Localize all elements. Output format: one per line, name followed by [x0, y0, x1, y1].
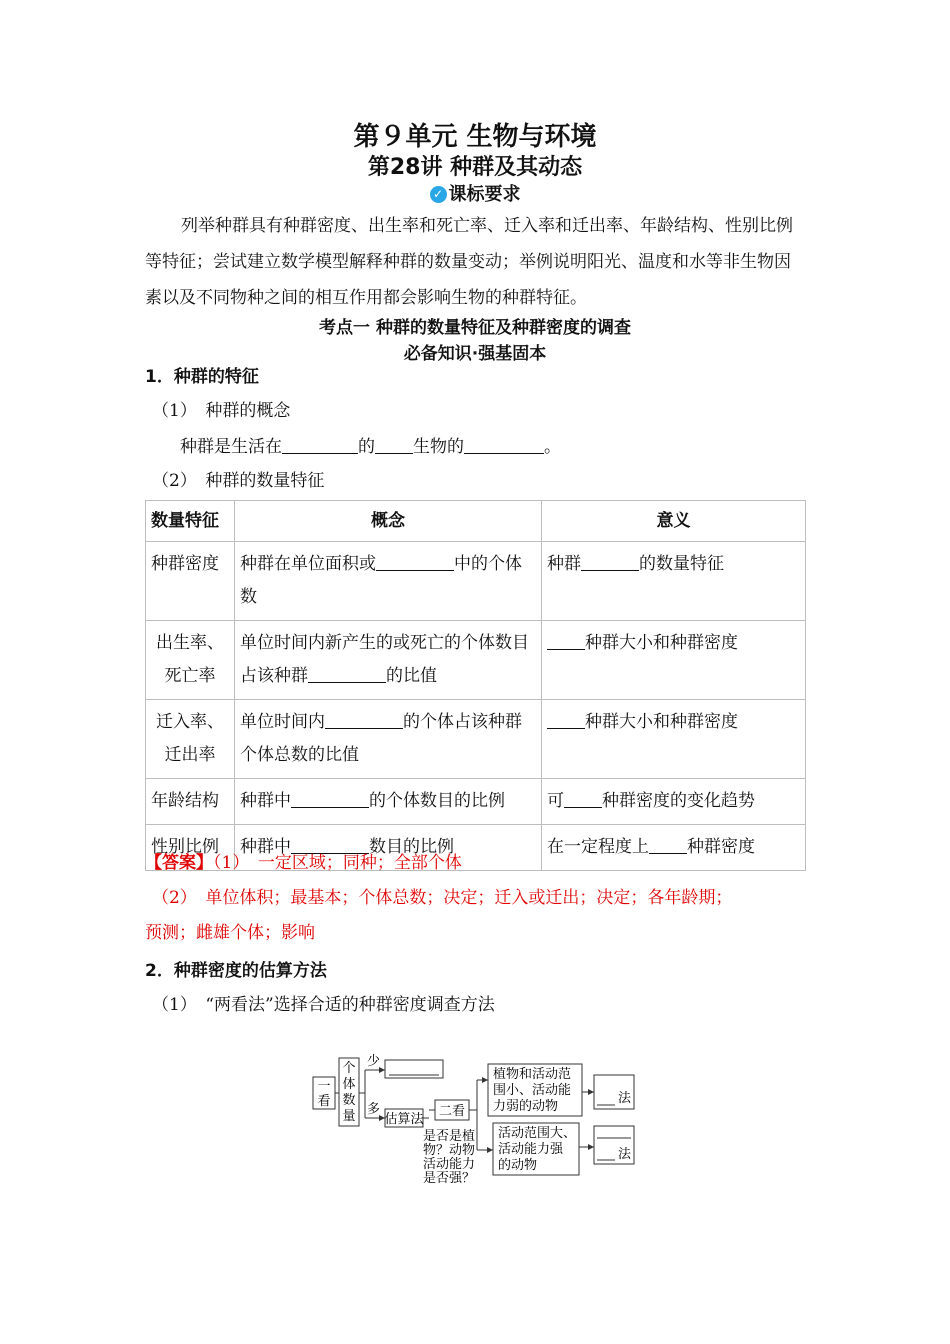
cell-feature: 出生率、死亡率: [146, 621, 235, 700]
count-char-3: 数: [342, 1093, 356, 1108]
cell-feature: 年龄结构: [146, 779, 235, 825]
cell-text: 种群密度的变化趋势: [602, 791, 755, 811]
cell-text: 种群在单位面积或: [240, 554, 376, 574]
q1-text-4: 。: [544, 437, 561, 457]
cell-concept: [235, 700, 542, 779]
first-look-1: 一: [317, 1079, 331, 1094]
cell-text: 单位时间内新产生的或死亡的个体数目占该种群: [240, 633, 529, 686]
cell-text: 种群中: [240, 837, 291, 857]
answer-label: 【答案】: [145, 853, 213, 873]
table-row: [146, 621, 806, 700]
part2-heading: 2．种群密度的估算方法: [145, 961, 327, 981]
cell-text: 种群大小和种群密度: [585, 633, 738, 653]
header-meaning: 意义: [542, 501, 806, 542]
answer-line-1: [145, 846, 462, 881]
two-look-method-diagram: [305, 1050, 650, 1190]
header-concept: 概念: [235, 501, 542, 542]
cell-concept: [235, 542, 542, 621]
q1-label: （1） 种群的概念: [152, 401, 291, 421]
plant-box-line: 围小、活动能: [493, 1083, 572, 1098]
answer-line-3: 预测；雌雄个体；影响: [145, 923, 315, 943]
question-line: 活动能力: [423, 1157, 476, 1172]
second-look-label: 二看: [438, 1104, 466, 1119]
cell-text: 中的个体数: [240, 554, 522, 607]
cell-feature: 迁入率、迁出率: [146, 700, 235, 779]
first-look-2: 看: [317, 1094, 331, 1109]
requirement-label: 课标要求: [448, 184, 521, 205]
cell-text: 种群密度: [687, 837, 755, 857]
many-label: 多: [367, 1102, 381, 1117]
fill-blank[interactable]: [282, 437, 358, 454]
fill-blank[interactable]: [325, 712, 403, 729]
question-line: 物？动物: [423, 1143, 476, 1158]
question-line: 是否是植: [423, 1129, 476, 1144]
population-features-table: [145, 500, 806, 871]
check-badge-icon: ✓: [430, 186, 447, 203]
fill-blank[interactable]: [291, 791, 369, 808]
cell-feature: 种群密度: [146, 542, 235, 621]
method-suffix: 法: [618, 1147, 632, 1162]
method-suffix: 法: [618, 1091, 632, 1106]
cell-text: 的比值: [386, 666, 437, 686]
kaodian-title: 考点一 种群的数量特征及种群密度的调查: [319, 318, 631, 338]
requirement-paragraph: 列举种群具有种群密度、出生率和死亡率、迁入率和迁出率、年龄结构、性别比例等特征；尝试建立数学模型解释种群的数量变动；举例说明阳光、温度和水等非生物因素以及不同物种之间的相互作用都会影响生物的种群特征。: [145, 216, 793, 308]
cell-text: 可: [547, 791, 564, 811]
answer-text-1: （1） 一定区域；同种；全部个体: [213, 853, 462, 873]
fill-blank[interactable]: [547, 712, 585, 729]
cell-concept: [235, 779, 542, 825]
q1-sentence: [180, 432, 561, 457]
table-header-row: [146, 501, 806, 542]
cell-meaning: [542, 779, 806, 825]
count-char-2: 体: [342, 1077, 356, 1092]
table-row: [146, 779, 806, 825]
cell-text: 在一定程度上: [547, 837, 649, 857]
cell-meaning: [542, 825, 806, 871]
part1-heading: 1．种群的特征: [145, 367, 259, 387]
q1-text-2: 的: [358, 437, 375, 457]
count-char-4: 量: [342, 1109, 356, 1124]
table-row: [146, 700, 806, 779]
question-line: 是否强？: [423, 1171, 476, 1186]
unit-title: 第９单元 生物与环境: [353, 122, 597, 152]
fill-blank[interactable]: [308, 666, 386, 683]
cell-meaning: [542, 700, 806, 779]
part2-q1-label: （1） “两看法”选择合适的种群密度调查方法: [152, 995, 495, 1015]
animal-box-line: 活动能力强: [498, 1142, 564, 1157]
q1-text-3: 生物的: [413, 437, 464, 457]
cell-meaning: [542, 621, 806, 700]
plant-box-line: 植物和活动范: [493, 1067, 572, 1082]
fill-blank[interactable]: [547, 633, 585, 650]
cell-concept: [235, 621, 542, 700]
q2-label: （2） 种群的数量特征: [152, 471, 325, 491]
answer-line-2: （2） 单位体积；最基本；个体总数；决定；迁入或迁出；决定；各年龄期；: [152, 888, 733, 908]
cell-feature: 性别比例: [146, 825, 235, 871]
cell-text: 种群中: [240, 791, 291, 811]
section-subtitle: 必备知识·强基固本: [403, 344, 547, 364]
cell-text: 的数量特征: [639, 554, 724, 574]
cell-text: 的个体数目的比例: [369, 791, 505, 811]
header-feature: 数量特征: [146, 501, 235, 542]
plant-box-line: 力弱的动物: [493, 1099, 559, 1114]
cell-text: 数目的比例: [369, 837, 454, 857]
cell-text: 单位时间内: [240, 712, 325, 732]
animal-box-line: 活动范围大、: [498, 1126, 577, 1141]
cell-meaning: [542, 542, 806, 621]
count-char-1: 个: [342, 1061, 356, 1076]
cell-text: 种群: [547, 554, 581, 574]
fill-blank[interactable]: [564, 791, 602, 808]
requirement-heading: [0, 180, 950, 206]
fill-blank[interactable]: [376, 554, 454, 571]
fill-blank[interactable]: [581, 554, 639, 571]
animal-box-line: 的动物: [498, 1158, 538, 1173]
q1-text-1: 种群是生活在: [180, 437, 282, 457]
lecture-title: 第28讲 种群及其动态: [367, 155, 583, 180]
estimation-label: 估算法: [384, 1112, 424, 1127]
table-row: [146, 542, 806, 621]
few-label: 少: [367, 1054, 381, 1069]
cell-text: 的个体占该种群个体总数的比值: [240, 712, 522, 765]
fill-blank[interactable]: [375, 437, 413, 454]
fill-blank[interactable]: [649, 837, 687, 854]
cell-text: 种群大小和种群密度: [585, 712, 738, 732]
fill-blank[interactable]: [464, 437, 544, 454]
